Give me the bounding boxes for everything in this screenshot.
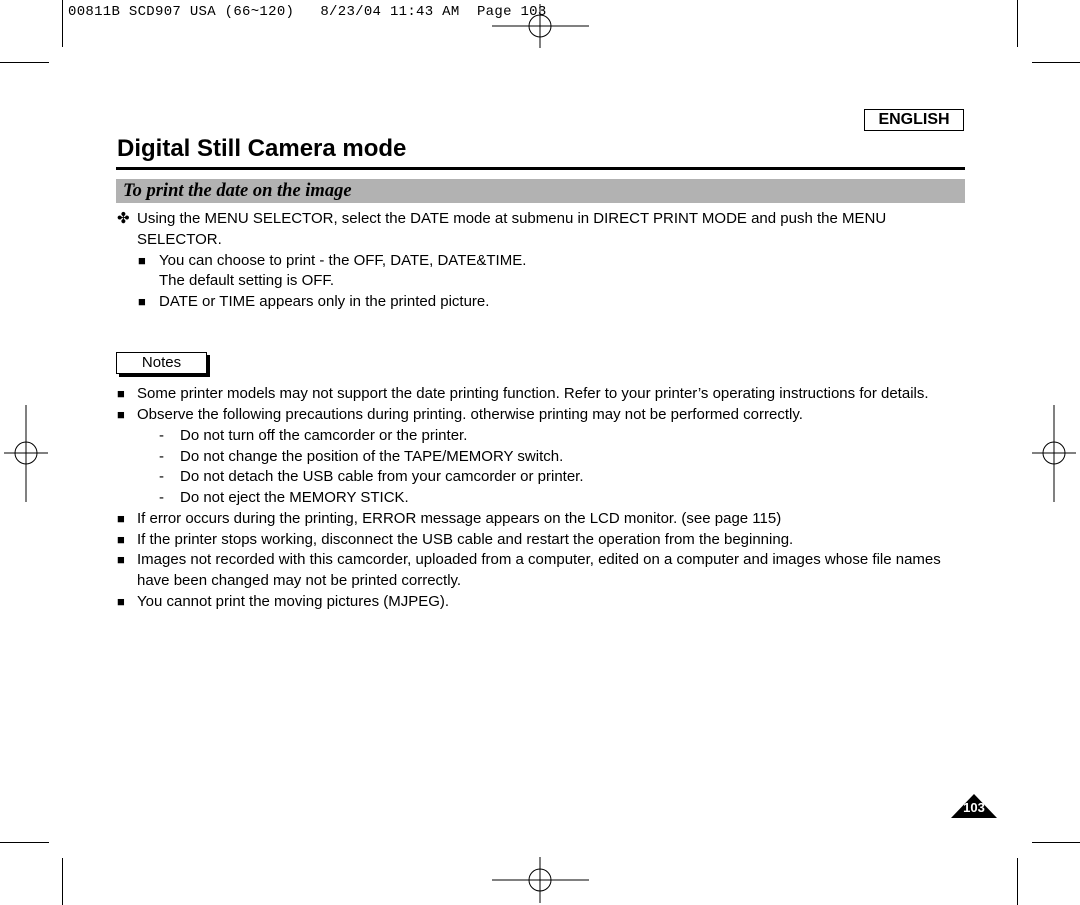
page-title: Digital Still Camera mode: [117, 135, 407, 162]
square-bullet-icon: ■: [138, 253, 146, 268]
note-3: If error occurs during the printing, ERROR message appears on the LCD monitor. (see page 115): [137, 510, 782, 527]
precaution-1: Do not turn off the camcorder or the printer.: [180, 427, 468, 444]
sub-item-1-line2: The default setting is OFF.: [159, 272, 335, 289]
square-bullet-icon: ■: [117, 511, 125, 526]
precaution-4: Do not eject the MEMORY STICK.: [180, 489, 409, 506]
step-text-line2: SELECTOR.: [137, 231, 222, 248]
square-bullet-icon: ■: [117, 552, 125, 567]
note-1: Some printer models may not support the date printing function. Refer to your printer’s operating instructions for details.: [137, 385, 929, 402]
step-marker-icon: ✤: [117, 210, 130, 227]
dash-marker: -: [159, 489, 164, 506]
precaution-2: Do not change the position of the TAPE/MEMORY switch.: [180, 448, 564, 465]
page-number: 103: [963, 800, 985, 815]
section-title: To print the date on the image: [123, 181, 352, 201]
dash-marker: -: [159, 427, 164, 444]
dash-marker: -: [159, 448, 164, 465]
square-bullet-icon: ■: [117, 532, 125, 547]
sub-item-2: DATE or TIME appears only in the printed picture.: [159, 293, 490, 310]
note-4: If the printer stops working, disconnect the USB cable and restart the operation from the beginning.: [137, 531, 794, 548]
print-slug: 00811B SCD907 USA (66~120) 8/23/04 11:43 AM Page 103: [68, 4, 547, 20]
notes-label: Notes: [116, 352, 207, 374]
note-5-line1: Images not recorded with this camcorder, uploaded from a computer, edited on a computer and images whose file names: [137, 551, 941, 568]
page-number-badge: [950, 793, 998, 819]
square-bullet-icon: ■: [117, 386, 125, 401]
note-2: Observe the following precautions during printing. otherwise printing may not be performed correctly.: [137, 406, 803, 423]
precaution-3: Do not detach the USB cable from your camcorder or printer.: [180, 468, 584, 485]
step-text-line1: Using the MENU SELECTOR, select the DATE mode at submenu in DIRECT PRINT MODE and push the MENU: [137, 210, 887, 227]
square-bullet-icon: ■: [138, 294, 146, 309]
square-bullet-icon: ■: [117, 594, 125, 609]
language-badge: ENGLISH: [864, 109, 964, 131]
square-bullet-icon: ■: [117, 407, 125, 422]
note-5-line2: have been changed may not be printed correctly.: [137, 572, 462, 589]
note-6: You cannot print the moving pictures (MJPEG).: [137, 593, 450, 610]
title-rule: [116, 167, 965, 170]
sub-item-1-line1: You can choose to print - the OFF, DATE, DATE&TIME.: [159, 252, 527, 269]
dash-marker: -: [159, 468, 164, 485]
